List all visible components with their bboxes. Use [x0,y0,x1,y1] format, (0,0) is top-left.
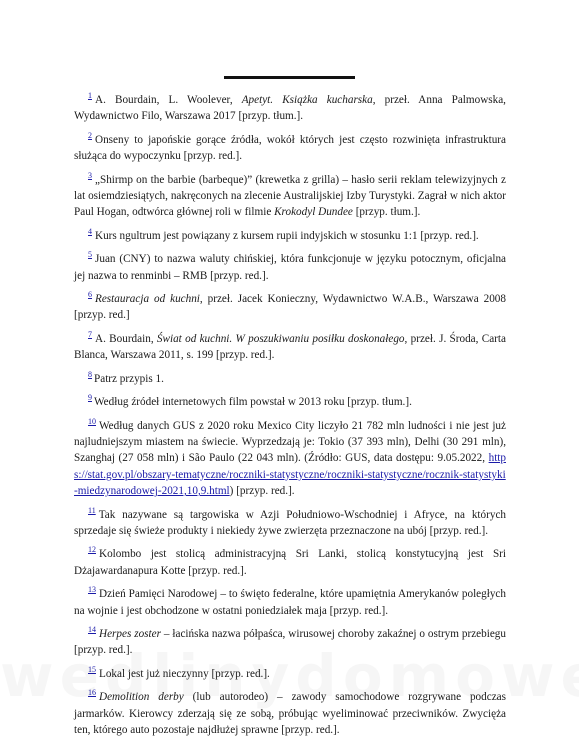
footnote [74,582,506,619]
footnote-text: [przyp. tłum.]. [352,206,421,219]
footnote-text: „Shirmp on the barbie (barbeque)” (krewetka z grilla) – hasło serii reklam telewizyjnych z lat osiemdziesiątych, nakręconych na zlecenie Australijskiej Izby Turystyki. Zagrał w nich aktor Paul Hogan, odtwórca głównej roli w filmie [74,173,506,219]
footnote-number-link[interactable]: 6 [88,290,92,300]
footnote [74,622,506,659]
footnote-text: Onseny to japońskie gorące źródła, wokół których jest często rozwinięta infrastruktura służąca do wypoczynku [przyp. red.]. [74,133,506,163]
italic-title: Krokodyl Dundee [274,206,353,219]
footnote-number-link[interactable]: 7 [88,329,92,339]
footnote [74,88,506,125]
footnote-text: Lokal jest już nieczynny [przyp. red.]. [99,667,270,680]
source-url-link[interactable]: https://stat.gov.pl/obszary-tematyczne/roczniki-statystyczne/roczniki-statystyczne/rocznik-statystyki-miedzynarodowej-2021,10,9.html [74,452,506,498]
footnote-number-link[interactable]: 9 [88,393,92,403]
footnote-number-link[interactable]: 14 [88,624,96,634]
footnote [74,542,506,579]
footnote [74,224,506,244]
separator-rule [224,76,355,79]
footnote-number-link[interactable]: 1 [88,91,92,100]
footnote [74,247,506,284]
italic-title: Świat od kuchni. W poszukiwaniu posiłku doskonałego [156,332,405,345]
footnote [74,367,506,387]
footnote-text: Patrz przypis 1. [94,372,164,385]
italic-title: Apetyt. Książka kucharska [241,94,373,106]
footnote-text: Dzień Pamięci Narodowej – to święto federalne, które upamiętnia Amerykanów poległych na wojnie i jest obchodzone w ostatni poniedziałek maja [przyp. red.]. [74,588,506,617]
footnote-number-link[interactable]: 15 [88,664,96,674]
footnote-number-link[interactable]: 11 [88,505,96,515]
footnote [74,662,506,682]
footnote [74,414,506,500]
footnote [74,685,506,738]
footnote-number-link[interactable]: 4 [88,226,92,236]
italic-title: Herpes zoster [99,627,161,640]
footnote-text: – łacińska nazwa półpaśca, wirusowej choroby zakaźnej o ostrym przebiegu [przyp. red.]. [74,627,506,657]
footnote-text: , przeł. J. Środa, Carta Blanca, Warszawa 2011, s. 199 [przyp. red.]. [74,332,506,362]
footnote-text: (lub autorodeo) – zawody samochodowe rozgrywane podczas jarmarków. Kierowcy zderzają się ze sobą, próbując wyeliminować przeciwników. Zwycięża ten, którego auto pozostaje najdłużej sprawne [przyp. red.]. [74,691,506,736]
footnote-number-link[interactable]: 3 [88,170,92,180]
footnote [74,128,506,165]
footnote-number-link[interactable]: 2 [88,130,92,140]
footnote [74,390,506,410]
footnote-number-link[interactable]: 10 [88,416,96,426]
footnote-text: , przeł. Jacek Konieczny, Wydawnictwo W.A.B., Warszawa 2008 [przyp. red.] [74,293,506,322]
footnote [74,287,506,324]
footnote-text: Tak nazywane są targowiska w Azji Południowo-Wschodniej i Afryce, na których sprzedaje się świeże produkty i niekiedy żywe zwierzęta przeznaczone na ubój [przyp. red.]. [74,508,506,537]
footnote-number-link[interactable]: 16 [88,688,96,698]
italic-title: Demolition derby [99,691,184,704]
footnote [74,327,506,364]
footnote-text: , przeł. Anna Palmowska, Wydawnictwo Filo, Warszawa 2017 [przyp. tłum.]. [74,94,506,123]
footnote-number-link[interactable]: 5 [88,250,92,260]
footnote-text: Kolombo jest stolicą administracyjną Sri Lanki, stolicą konstytucyjną jest Sri Dżajawardanapura Kotte [przyp. red.]. [74,548,506,577]
footnote-number-link[interactable]: 12 [88,545,96,555]
footnote-text: Według danych GUS z 2020 roku Mexico City liczyło 21 782 mln ludności i nie jest już najludniejszym miastem na świecie. Wyprzedzają je: Tokio (37 393 mln), Delhi (30 291 mln), Szanghaj (27 058 mln) i São Paulo (22 043 mln). (Źródło: GUS, data dostępu: 9.05.2022, [74,419,506,465]
footnote-text: A. Bourdain, L. Woolever, [95,94,242,106]
footnote-text: Według źródeł internetowych film powstał w 2013 roku [przyp. tłum.]. [94,396,412,409]
footnote-number-link[interactable]: 13 [88,585,96,595]
footnote-text: ) [przyp. red.]. [229,485,295,498]
footnote-number-link[interactable]: 8 [88,369,92,379]
footnotes-list [74,88,506,741]
footnote-text: Juan (CNY) to nazwa waluty chińskiej, która funkcjonuje w języku potocznym, oficjalna jej nazwa to renminbi – RMB [przyp. red.]. [74,253,506,282]
footnote [74,503,506,540]
footnote-text: A. Bourdain, [95,332,157,345]
footnote-text: Kurs ngultrum jest powiązany z kursem rupii indyjskich w stosunku 1:1 [przyp. red.]. [95,229,479,242]
italic-title: Restauracja od kuchni [95,293,200,306]
footnote [74,168,506,221]
